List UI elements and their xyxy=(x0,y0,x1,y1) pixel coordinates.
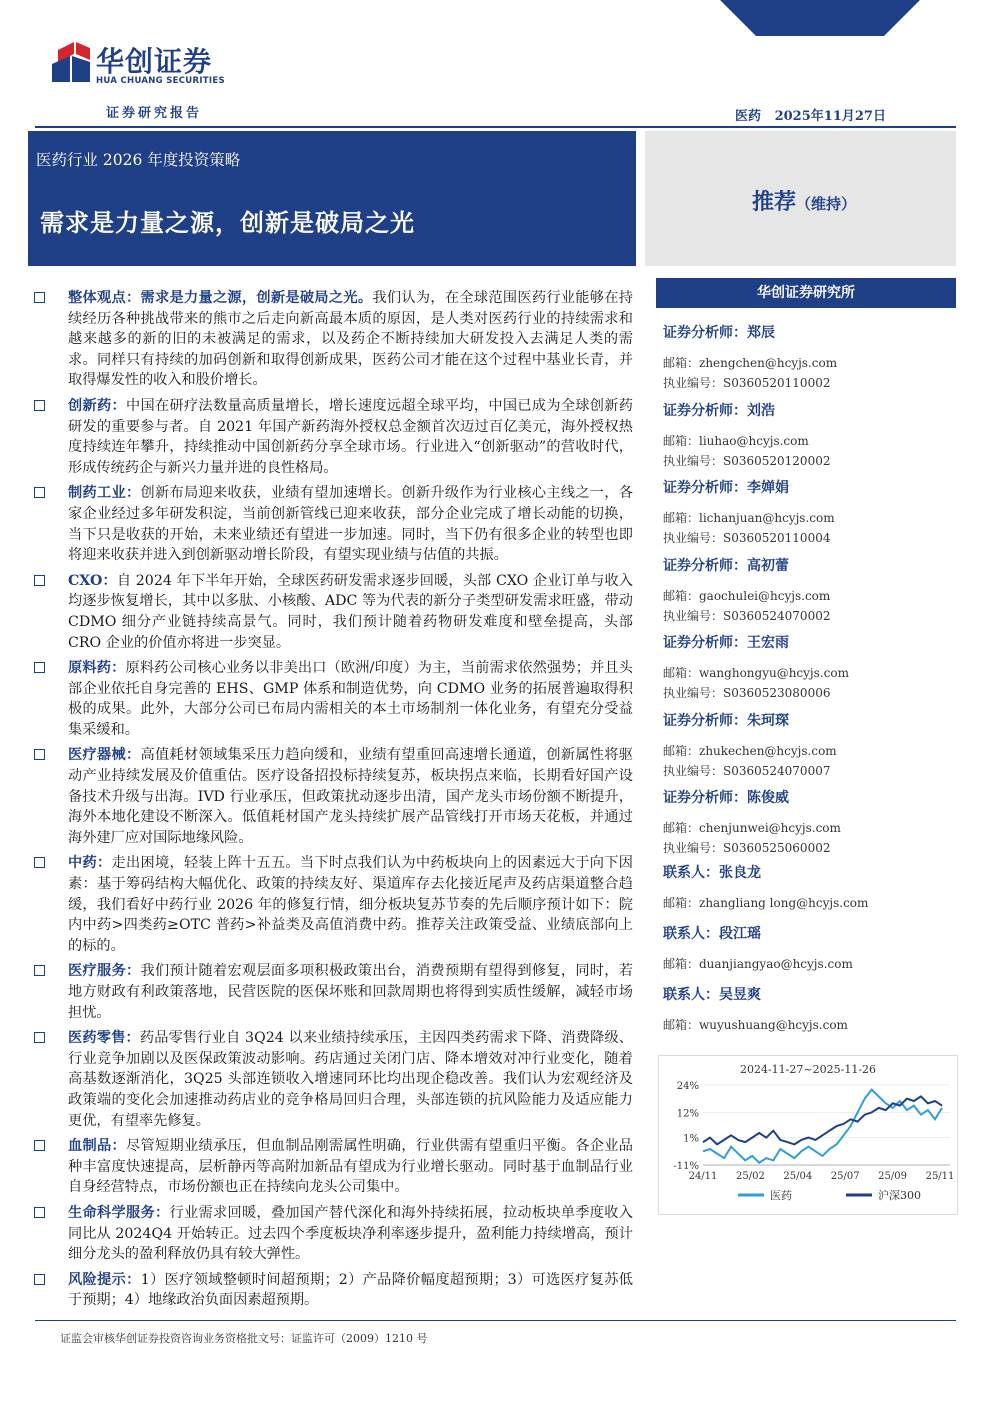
section-text: 我们预计随着宏观层面多项积极政策出台，消费预期有望得到修复，同时，若地方财政有利政策落地，民营医院的医保坏账和回款周期也将得到实质性缓解，减轻市场担忧。 xyxy=(68,963,633,1021)
title-banner xyxy=(28,131,636,266)
section-title: 中药： xyxy=(68,855,112,872)
section-paragraph xyxy=(28,658,633,740)
section-paragraph xyxy=(28,571,633,653)
section-text: 原料药公司核心业务以非美出口（欧洲/印度）为主，当前需求依然强势；并且头部企业依托自身完善的 EHS、GMP 体系和制造优势，向 CDMO 业务的拓展普遍取得积极的成果。此外，大部分公司已布局内需相关的本土市场制剂一体化业务，有望充分受益集采缓和。 xyxy=(68,660,633,738)
investment-rating xyxy=(752,185,856,216)
legend-label: 沪深300 xyxy=(878,1189,921,1202)
analyst-name: 证券分析师：王宏雨 xyxy=(663,635,789,651)
section-text: 中国在研疗法数量高质量增长，增长速度远超全球平均，中国已成为全球创新药研发的重要参与者。自 2021 年国产新药海外授权总金额首次迈过百亿美元，海外授权热度持续连年攀升，持续推动中国创新药分享全球市场。行业进入“创新驱动”的营收时代，形成传统药企与新兴力量并进的良性格局。 xyxy=(68,397,633,476)
report-type: 证券研究报告 xyxy=(106,106,203,121)
chart-ytick-label: -11% xyxy=(673,1161,699,1172)
section-title: 生命科学服务： xyxy=(68,1204,170,1221)
chart-xtick-label: 25/11 xyxy=(925,1171,955,1182)
section-text: 高值耗材领域集采压力趋向缓和，业绩有望重回高速增长通道，创新属性将驱动产业持续发展及价值重估。医疗设备招投标持续复苏，板块拐点来临，长期看好国产设备技术升级与出海。IVD 行业承压，但政策扰动逐步出清，国产龙头市场份额不断提升，海外本地化建设不断深入。低值耗材国产龙头持续扩展产品管线打开市场天花板，并通过海外建厂应对国际地缘风险。 xyxy=(68,747,633,846)
section-paragraph xyxy=(28,1270,633,1311)
contact-name: 联系人：吴昱爽 xyxy=(663,987,761,1003)
contact-name: 联系人：段江瑶 xyxy=(663,926,761,942)
section-text: 我们认为，在全球范围医药行业能够在持续经历各种挑战带来的熊市之后走向新高最本质的原因，是人类对医药行业的持续需求和越来越多的新的旧的未被满足的需求，以及药企不断持续加大研发投入去满足人类的需求。同样只有持续的加码创新和取得创新成果，医药公司才能在这个过程中基业长青，并取得爆发性的收入和股价增长。 xyxy=(68,290,633,389)
section-title: 风险提示： xyxy=(68,1271,141,1288)
section-title: CXO： xyxy=(68,572,117,589)
section-text: 行业需求回暖，叠加国产替代深化和海外持续拓展，拉动板块单季度收入同比从 2024Q4 开始转正。过去四个季度板块净利率逐步提升，盈利能力持续增高，预计细分龙头的盈利释放仍具有较大弹性。 xyxy=(68,1204,633,1263)
analyst-name: 证券分析师：郑辰 xyxy=(663,325,775,341)
section-text: 1）医疗领域整顿时间超预期；2）产品降价幅度超预期；3）可选医疗复苏低于预期；4）地缘政治负面因素超预期。 xyxy=(68,1271,633,1309)
section-text: 自 2024 年下半年开始，全球医药研发需求逐步回暖，头部 CXO 企业订单与收入均逐步恢复增长，其中以多肽、小核酸、ADC 等为代表的新分子类型研发需求旺盛，带动 CDMO 细分产业链持续高景气。同时，我们预计随着药物研发难度和壁垒提高，头部 CRO 企业的价值亦将进一步突显。 xyxy=(68,572,633,651)
section-title: 整体观点：需求是力量之源，创新是破局之光。 xyxy=(68,290,373,306)
chart-xtick-label: 25/07 xyxy=(830,1171,860,1182)
logo-mark-icon xyxy=(52,42,90,82)
chart-title: 2024-11-27~2025-11-26 xyxy=(739,1063,877,1076)
section-paragraph xyxy=(28,1136,633,1198)
header-tab-decoration xyxy=(720,0,920,36)
rating-status: （维持） xyxy=(796,195,857,213)
section-title: 原料药： xyxy=(68,660,126,677)
chart-xtick-label: 25/09 xyxy=(878,1171,908,1182)
section-title: 制药工业： xyxy=(68,485,141,502)
section-paragraph xyxy=(28,961,633,1023)
analyst-license: 执业编号：S0360525060002 xyxy=(663,841,831,855)
section-text: 药品零售行业自 3Q24 以来业绩持续承压，主因四类药需求下降、消费降级、行业竞争加剧以及医保政策波动影响。药店通过关闭门店、降本增效对冲行业变化，随着高基数逐渐消化，3Q25 头部连锁收入增速同环比均出现企稳改善。我们认为宏观经济及政策端的变化会加速推动药店业的竞争格局回归合理，头部连锁的抗风险能力及适应能力更优，有望率先修复。 xyxy=(68,1030,633,1129)
chart-series-line xyxy=(703,1096,942,1144)
analyst-name: 证券分析师：朱珂琛 xyxy=(663,712,789,729)
header-sector: 医药 xyxy=(735,109,762,124)
report-body xyxy=(28,288,633,1316)
section-title: 医药零售： xyxy=(68,1030,140,1047)
header-date: 2025年11月27日 xyxy=(774,109,886,124)
analyst-name: 证券分析师：李婵娟 xyxy=(663,480,789,496)
analyst-email: 邮箱：gaochulei@hcyjs.com xyxy=(663,588,831,603)
section-title: 医疗服务： xyxy=(68,963,141,980)
analyst-license: 执业编号：S0360523080006 xyxy=(663,686,831,700)
chart-ytick-label: 1% xyxy=(683,1133,699,1145)
checkbox-bullet-icon xyxy=(34,1274,45,1285)
chart-ytick-label: 12% xyxy=(676,1108,699,1120)
chart-xtick-label: 25/04 xyxy=(783,1171,813,1182)
chart-xtick-label: 24/11 xyxy=(688,1171,718,1182)
contact-email: 邮箱：wuyushuang@hcyjs.com xyxy=(663,1018,848,1032)
checkbox-bullet-icon xyxy=(34,400,45,411)
report-title: 需求是力量之源，创新是破局之光 xyxy=(40,208,415,237)
report-subtitle: 医药行业 2026 年度投资策略 xyxy=(36,151,241,169)
checkbox-bullet-icon xyxy=(34,662,45,673)
legend-label: 医药 xyxy=(770,1189,792,1202)
analyst-name: 证券分析师：陈俊威 xyxy=(663,790,789,806)
performance-chart xyxy=(658,1055,958,1215)
checkbox-bullet-icon xyxy=(34,965,45,976)
footer-license: 证监会审核华创证券投资咨询业务资格批文号：证监许可（2009）1210 号 xyxy=(60,1332,428,1345)
chart-ytick-label: 24% xyxy=(676,1081,699,1092)
analyst-email: 邮箱：wanghongyu@hcyjs.com xyxy=(663,666,849,680)
analyst-name: 证券分析师：高初蕾 xyxy=(663,557,789,574)
checkbox-bullet-icon xyxy=(34,292,45,303)
section-text: 走出困境，轻装上阵十五五。当下时点我们认为中药板块向上的因素远大于向下因素：基于筹码结构大幅优化、政策的持续友好、渠道库存去化接近尾声及药店渠道整合趋缓，我们看好中药行业 2026 年的修复行情，细分板块复苏节奏的先后顺序预计如下：院内中药>四类药≥OTC 普药>补益类及高值消费中药。推荐关注政策受益、业绩底部向上的标的。 xyxy=(68,855,633,954)
section-title: 创新药： xyxy=(68,397,126,414)
analyst-email: 邮箱：chenjunwei@hcyjs.com xyxy=(663,821,841,835)
analyst-email: 邮箱：zhukechen@hcyjs.com xyxy=(663,743,837,758)
header-meta xyxy=(735,105,886,124)
analyst-email: 邮箱：lichanjuan@hcyjs.com xyxy=(663,511,835,525)
checkbox-bullet-icon xyxy=(34,1032,45,1043)
analyst-license: 执业编号：S0360520110004 xyxy=(663,531,831,545)
analyst-email: 邮箱：liuhao@hcyjs.com xyxy=(663,433,809,448)
checkbox-bullet-icon xyxy=(34,1207,45,1218)
analyst-license: 执业编号：S0360520120002 xyxy=(663,453,831,468)
checkbox-bullet-icon xyxy=(34,575,45,586)
analyst-name: 证券分析师：刘浩 xyxy=(663,402,775,419)
analyst-license: 执业编号：S0360520110002 xyxy=(663,376,831,390)
rating-label: 推荐 xyxy=(752,189,797,215)
company-logo xyxy=(52,40,252,100)
logo-english-name: HUA CHUANG SECURITIES xyxy=(96,76,225,86)
footer-rule xyxy=(35,1320,956,1321)
section-paragraph xyxy=(28,853,633,956)
section-paragraph xyxy=(28,483,633,565)
section-paragraph xyxy=(28,745,633,848)
analyst-email: 邮箱：zhengchen@hcyjs.com xyxy=(663,356,838,370)
institute-header: 华创证券研究所 xyxy=(656,278,956,308)
section-paragraph xyxy=(28,1203,633,1265)
checkbox-bullet-icon xyxy=(34,857,45,868)
checkbox-bullet-icon xyxy=(34,487,45,498)
logo-chinese-name: 华创证券 xyxy=(96,45,213,78)
analyst-license: 执业编号：S0360524070002 xyxy=(663,608,831,623)
section-paragraph xyxy=(28,1028,633,1131)
contact-email: 邮箱：duanjiangyao@hcyjs.com xyxy=(663,957,853,971)
section-title: 血制品： xyxy=(68,1138,126,1155)
checkbox-bullet-icon xyxy=(34,1140,45,1151)
analyst-license: 执业编号：S0360524070007 xyxy=(663,763,831,778)
section-text: 创新布局迎来收获，业绩有望加速增长。创新升级作为行业核心主线之一，各家企业经过多年研发积淀，当前创新管线已迎来收获，部分企业完成了增长动能的切换，当下只是收获的开始，未来业绩还有望进一步加速。同时，当下仍有很多企业的转型也即将迎来收获并进入到创新驱动增长阶段，有望实现业绩与估值的共振。 xyxy=(68,485,633,564)
section-paragraph xyxy=(28,288,633,391)
section-paragraph xyxy=(28,396,633,478)
section-title: 医疗器械： xyxy=(68,747,141,764)
header-rule xyxy=(35,126,956,128)
chart-xtick-label: 25/02 xyxy=(735,1171,765,1182)
checkbox-bullet-icon xyxy=(34,749,45,760)
section-text: 尽管短期业绩承压，但血制品刚需属性明确，行业供需有望重归平衡。各企业品种丰富度快速提高，层析静丙等高附加新品有望成为行业增长驱动。同时基于血制品行业自身经营特点，市场份额也正在持续向龙头公司集中。 xyxy=(68,1138,633,1196)
contact-name: 联系人：张良龙 xyxy=(663,865,761,881)
contact-email: 邮箱：zhangliang long@hcyjs.com xyxy=(663,896,869,910)
